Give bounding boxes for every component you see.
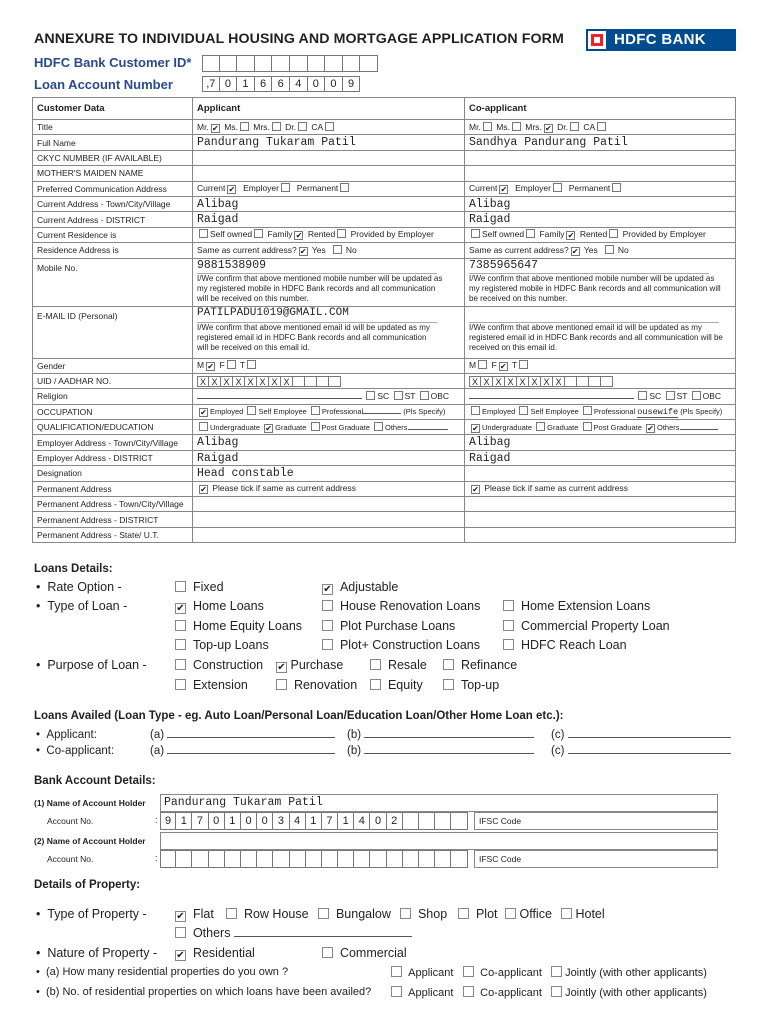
- bank-name: HDFC BANK: [614, 31, 706, 48]
- applicant-uid-boxes: X X X X X X X X: [197, 376, 460, 387]
- rate-fixed[interactable]: Fixed: [175, 580, 224, 594]
- coapplicant-title[interactable]: Mr. Ms. Mrs. ✔ Dr. CA: [465, 120, 736, 135]
- table-row-gender: Gender M ✔ F T M F ✔ T: [33, 358, 736, 373]
- table-row-cur-town: Current Address - Town/City/Village Alibag Alibag: [33, 196, 736, 211]
- form-title: ANNEXURE TO INDIVIDUAL HOUSING AND MORTGAGE APPLICATION FORM: [34, 31, 564, 47]
- customer-id-boxes[interactable]: [202, 55, 378, 72]
- account-number-2-boxes[interactable]: [160, 850, 468, 868]
- table-row-perm-state: Permanent Address - State/ U.T.: [33, 527, 736, 542]
- table-row-ckyc: CKYC NUMBER (IF AVAILABLE): [33, 150, 736, 165]
- loan-account-boxes[interactable]: ,7 0 1 6 6 4 0 0 9: [202, 76, 360, 92]
- table-row-religion: Religion SC ST OBC SC ST OBC: [33, 389, 736, 404]
- account-holder-2-input[interactable]: [160, 832, 718, 850]
- table-row-mobile: Mobile No. 9881538909 I/We confirm that above mentioned mobile number will be updated as my registered mobile in HDFC Bank records and all communication will be received on this number. 7385965647 I/We confirm that above mentioned mobile number will be updated as my registered mobile in HDFC Bank records and all communication will be received on this number.: [33, 258, 736, 306]
- table-row-perm-town: Permanent Address - Town/City/Village: [33, 497, 736, 512]
- bank-account-title: Bank Account Details:: [34, 775, 156, 787]
- col-header-customer-data: Customer Data: [33, 98, 193, 120]
- account-holder-1-input[interactable]: Pandurang Tukaram Patil: [160, 794, 718, 812]
- loans-availed-title: Loans Availed (Loan Type - eg. Auto Loan/Personal Loan/Education Loan/Other Home Loan etc.):: [34, 710, 564, 722]
- account-number-1-boxes[interactable]: 9 1 7 0 1 0 0 3 4 1 7 1 4 0 2: [160, 812, 468, 830]
- table-row-perm-addr: Permanent Address ✔ Please tick if same as current address ✔ Please tick if same as current address: [33, 481, 736, 496]
- table-row-qualification: QUALIFICATION/EDUCATION Undergraduate ✔ Graduate Post Graduate Others ✔ Undergraduate Graduate Post Graduate ✔ Others: [33, 420, 736, 435]
- table-row-uid: UID / AADHAR NO. X X X X X X X X X X X X X X X X: [33, 373, 736, 388]
- applicant-email: PATILPADU1019@GMAIL.COM: [197, 307, 437, 323]
- table-row-title: Title Mr. ✔ Ms. Mrs. Dr. CA Mr. Ms. Mrs. ✔ Dr. CA: [33, 120, 736, 135]
- loans-details-title: Loans Details:: [34, 563, 113, 575]
- property-title: Details of Property:: [34, 879, 141, 891]
- rate-adjustable[interactable]: ✔ Adjustable: [323, 580, 399, 595]
- table-row-full-name: Full Name Pandurang Tukaram Patil Sandhya Pandurang Patil: [33, 135, 736, 150]
- hdfc-bank-logo: [586, 29, 736, 51]
- col-header-applicant: Applicant: [193, 98, 465, 120]
- table-row-emp-town: Employer Address - Town/City/Village Alibag Alibag: [33, 435, 736, 450]
- applicant-mobile: 9881538909: [197, 259, 437, 274]
- table-row-maiden: MOTHER'S MAIDEN NAME: [33, 166, 736, 181]
- table-row-occupation: OCCUPATION ✔ Employed Self Employee Professional (Pls Specify) Employed Self Employee Professional ousewife (Pls Specify): [33, 404, 736, 419]
- applicant-full-name[interactable]: Pandurang Tukaram Patil: [193, 135, 465, 150]
- coapplicant-full-name[interactable]: Sandhya Pandurang Patil: [465, 135, 736, 150]
- customer-id-label: HDFC Bank Customer ID*: [34, 55, 192, 70]
- applicant-title[interactable]: Mr. ✔ Ms. Mrs. Dr. CA: [193, 120, 465, 135]
- table-row-emp-district: Employer Address - DISTRICT Raigad Raigad: [33, 450, 736, 465]
- table-row-perm-district: Permanent Address - DISTRICT: [33, 512, 736, 527]
- coapplicant-uid-boxes: X X X X X X X X: [469, 376, 731, 387]
- col-header-coapplicant: Co-applicant: [465, 98, 736, 120]
- table-row-cur-district: Current Address - DISTRICT Raigad Raigad: [33, 212, 736, 227]
- hdfc-logo-icon: [588, 31, 606, 49]
- customer-data-table: [32, 97, 736, 543]
- coapplicant-mobile: 7385965647: [469, 259, 709, 274]
- applicant-pref-comm[interactable]: Current ✔ Employer Permanent: [193, 181, 465, 196]
- coapplicant-pref-comm[interactable]: Current ✔ Employer Permanent: [465, 181, 736, 196]
- table-row-cur-res: Current Residence is Self owned Family ✔ Rented Provided by Employer Self owned Family ✔ Rented Provided by Employer: [33, 227, 736, 242]
- table-row-res-addr: Residence Address is Same as current address? ✔ Yes No Same as current address? ✔ Yes No: [33, 243, 736, 258]
- loan-account-label: Loan Account Number: [34, 77, 173, 92]
- ifsc-1-input[interactable]: IFSC Code: [474, 812, 718, 830]
- ifsc-2-input[interactable]: IFSC Code: [474, 850, 718, 868]
- table-row-designation: Designation Head constable: [33, 466, 736, 481]
- table-row-email: E-MAIL ID (Personal) PATILPADU1019@GMAIL.COM I/We confirm that above mentioned email id will be updated as my registered email id in HDFC Bank records and all communication will be received on this email id. I/We confirm that above mentioned email id will be updated as my registered email id in HDFC Bank records and all communication will be received on this email id.: [33, 306, 736, 358]
- table-row-pref-comm: Preferred Communication Address Current ✔ Employer Permanent Current ✔ Employer Permanent: [33, 181, 736, 196]
